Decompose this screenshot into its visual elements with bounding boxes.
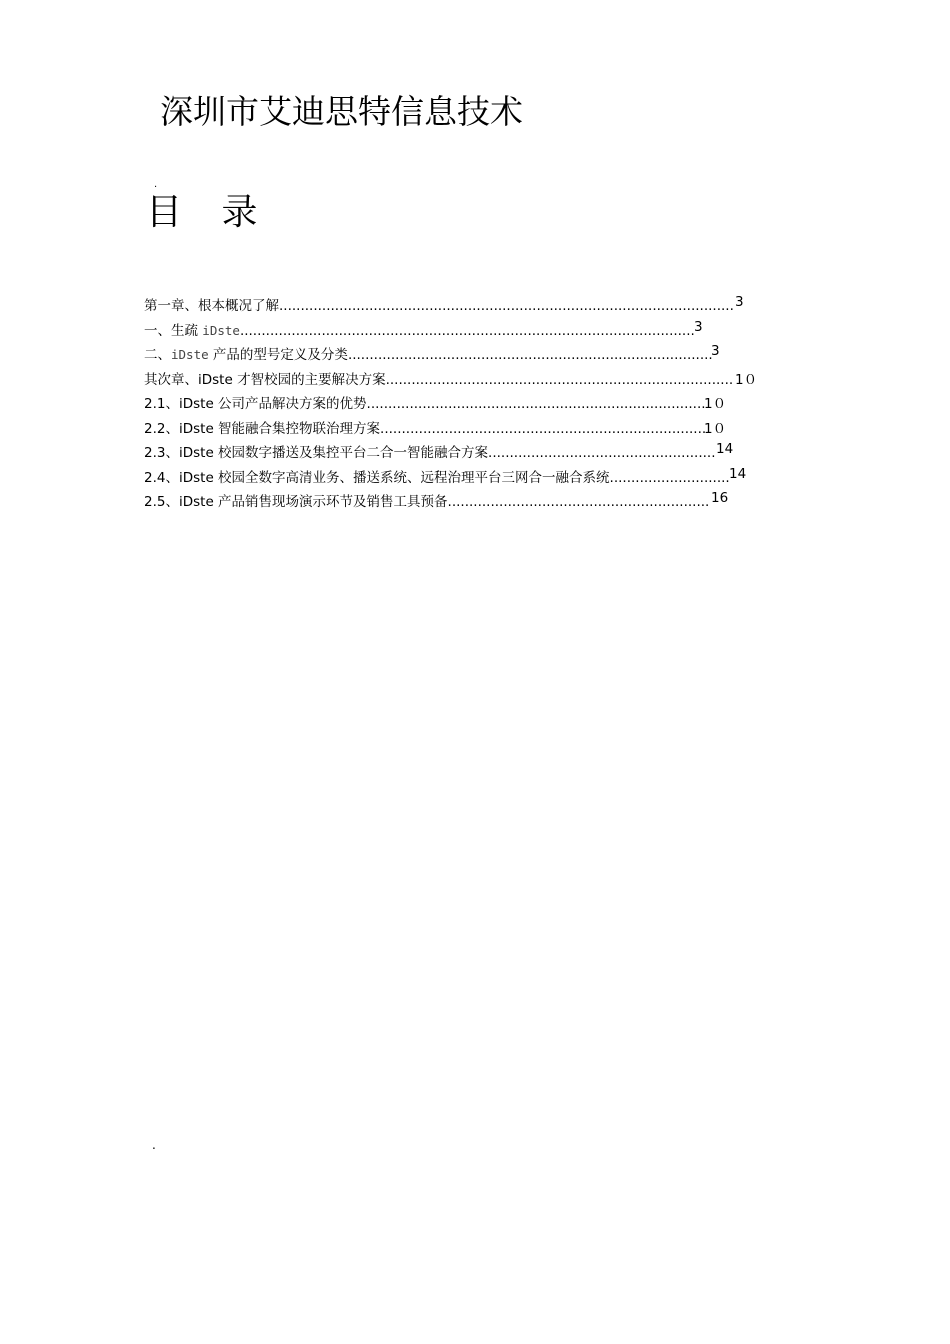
toc-entry-label bbox=[144, 319, 695, 339]
toc-entry[interactable] bbox=[144, 464, 764, 489]
toc-entry-label bbox=[144, 294, 734, 314]
toc-entry[interactable] bbox=[144, 415, 764, 440]
bottom-mark: . bbox=[152, 1138, 156, 1152]
toc-entry[interactable] bbox=[144, 439, 764, 464]
toc-entry[interactable] bbox=[144, 317, 764, 342]
toc-entry-text: 其次章、iDste 才智校园的主要解决方案 bbox=[144, 371, 386, 388]
toc-entry-text: 2.2、iDste 智能融合集控物联治理方案 bbox=[144, 420, 381, 437]
toc-leader-dots: .......................................................................................................... bbox=[239, 322, 695, 339]
toc-leader-dots: ............................ bbox=[609, 469, 730, 486]
toc-entry[interactable] bbox=[144, 390, 764, 415]
toc-page-number: 1０ bbox=[735, 371, 758, 388]
toc-leader-dots: ..................................................... bbox=[488, 445, 716, 461]
toc-entry-text: 一、生疏 bbox=[144, 322, 203, 339]
toc-entry-text: 二、 bbox=[144, 347, 171, 363]
toc-entry-label bbox=[144, 441, 715, 461]
toc-leader-dots: ..................................................................................... bbox=[347, 347, 713, 363]
table-of-contents bbox=[144, 292, 764, 513]
toc-entry-text-suffix: 产品的型号定义及分类 bbox=[208, 347, 348, 363]
toc-heading: 目 录 bbox=[146, 192, 272, 233]
toc-page-number: 3 bbox=[694, 318, 703, 335]
toc-entry-text: 2.4、iDste 校园全数字高清业务、播送系统、远程治理平台三网合一融合系统 bbox=[144, 469, 610, 486]
toc-entry-product: iDste bbox=[171, 347, 209, 362]
company-title: 深圳市艾迪思特信息技术 bbox=[160, 92, 523, 131]
toc-leader-dots: ............................................................................ bbox=[380, 420, 707, 437]
toc-entry-label bbox=[144, 490, 709, 510]
toc-leader-dots: ................................................................................. bbox=[385, 371, 734, 388]
toc-entry-product: iDste bbox=[202, 322, 240, 338]
toc-page-number: 14 bbox=[716, 441, 734, 457]
toc-page-number: 1０ bbox=[704, 396, 727, 412]
toc-entry[interactable] bbox=[144, 292, 764, 317]
toc-page-number: 3 bbox=[735, 294, 744, 310]
toc-entry-label bbox=[144, 466, 730, 486]
toc-entry[interactable] bbox=[144, 366, 764, 391]
toc-leader-dots: ............................................................. bbox=[447, 494, 710, 510]
toc-entry-text: 2.3、iDste 校园数字播送及集控平台二合一智能融合方案 bbox=[144, 445, 489, 461]
toc-entry-label bbox=[144, 368, 733, 388]
toc-entry-text: 2.5、iDste 产品销售现场演示环节及销售工具预备 bbox=[144, 494, 448, 510]
toc-entry-text: 2.1、iDste 公司产品解决方案的优势 bbox=[144, 396, 367, 412]
toc-entry-label bbox=[144, 392, 706, 412]
toc-leader-dots: .......................................................................................................... bbox=[279, 298, 734, 314]
toc-page-number: 14 bbox=[729, 465, 747, 482]
toc-page-number: 3 bbox=[711, 343, 720, 359]
toc-leader-dots: ............................................................................... bbox=[366, 396, 706, 412]
toc-page-number: 16 bbox=[711, 490, 729, 506]
toc-entry-label bbox=[144, 343, 713, 363]
toc-entry[interactable] bbox=[144, 341, 764, 366]
toc-page-number: 1０ bbox=[704, 420, 727, 437]
toc-entry-text: 第一章、根本概况了解 bbox=[144, 298, 279, 314]
small-mark: · bbox=[154, 182, 158, 193]
toc-entry[interactable] bbox=[144, 488, 764, 513]
toc-entry-label bbox=[144, 417, 706, 437]
